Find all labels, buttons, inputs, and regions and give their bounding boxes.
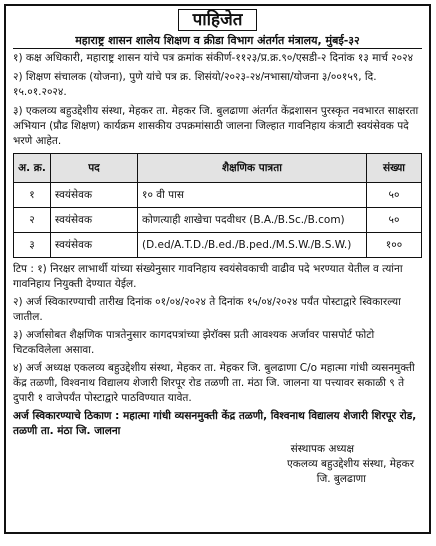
table-row (14, 233, 422, 258)
reference-1: १) कक्ष अधिकारी, महाराष्ट्र शासन यांचे पत्र क्रमांक संकीर्ण-११२३/प्र.क्र.९०/एसडी-२ दिनांक १३ मार्च २०२४ (13, 52, 414, 64)
row-post: स्वयंसेवक (51, 183, 138, 208)
row-post: स्वयंसेवक (51, 208, 138, 233)
header-count: संख्या (367, 154, 422, 183)
signature-block (13, 442, 422, 487)
advertisement (4, 4, 431, 534)
note-1: टिप : १) निरक्षर लाभार्थी यांच्या संख्येनुसार गावनिहाय स्वयंसेवकाची वाढीव पदे भरण्यात येतील व त्यांना गावनिहाय नियुक्ती देण्यात येईल. (13, 263, 403, 290)
page-title: पाहिजेत (178, 9, 258, 31)
subtitle: महाराष्ट्र शासन शालेय शिक्षण व क्रीडा विभाग अंतर्गत मंत्रालय, मुंबई-३२ (13, 33, 422, 49)
title-row (13, 9, 422, 31)
application-address: अर्ज स्विकारण्याचे ठिकाण : महात्मा गांधी व्यसनमुक्ती केंद्र तळणी, विश्वनाथ विद्यालय शेजारी शिरपूर रोड, तळणी ता. मंठा जि. जालना (13, 410, 417, 437)
row-qualification: कोणत्याही शाखेचा पदवीधर (B.A./B.Sc./B.com) (138, 208, 367, 233)
header-qualification: शैक्षणिक पात्रता (138, 154, 367, 183)
row-qualification: १० वी पास (138, 183, 367, 208)
table-header-row (14, 154, 422, 183)
row-serial: ३ (14, 233, 51, 258)
row-serial: २ (14, 208, 51, 233)
table-row (14, 183, 422, 208)
row-post: स्वयंसेवक (51, 233, 138, 258)
row-qualification: (D.ed/A.T.D./B.ed./B.ped./M.S.W./B.S.W.) (138, 233, 367, 258)
notes (13, 262, 422, 406)
note-3: ३) अर्जासोबत शैक्षणिक पात्रतेनुसार कागदपत्रांच्या झेरॉक्स प्रती आवश्यक अर्जावर पासपोर्ट फोटो चिटकविलेला असावा. (13, 329, 375, 356)
reference-2: २) शिक्षण संचालक (योजना), पुणे यांचे पत्र क्र. शिसंयो/२०२३-२४/नभासा/योजना ३/००१५९, दि. १५.०१.२०२४. (13, 71, 377, 98)
posts-table (13, 153, 422, 258)
signature-organization: एकलव्य बहुउद्देशीय संस्था, मेहकर (287, 458, 414, 470)
signature-designation: संस्थापक अध्यक्ष (290, 443, 354, 455)
note-2: २) अर्ज स्विकारण्याची तारीख दिनांक ०१/०४/२०२४ ते दिनांक १५/०४/२०२४ पर्यंत पोस्टाद्वारे स्विकारल्या जातील. (13, 296, 401, 323)
row-count: १०० (367, 233, 422, 258)
row-serial: १ (14, 183, 51, 208)
signature-district: जि. बुलढाणा (316, 473, 366, 485)
table-row (14, 208, 422, 233)
header-serial: अ. क्र. (14, 154, 51, 183)
note-4: ४) अर्ज अध्यक्ष एकलव्य बहुउद्देशीय संस्था, मेहकर ता. मेहकर जि. बुलढाणा C/o महात्मा गांधी व्यसनमुक्ती केंद्र तळणी, विश्वनाथ विद्यालय शेजारी शिरपूर रोड तळणी ता. मंठा जि. जालना या पत्त्यावर सकाळी ९ ते दुपारी १ वाजेपर्यंत पोस्टाद्वारे पाठविण्यात यावेत. (13, 362, 415, 404)
reference-3: ३) एकलव्य बहुउद्देशीय संस्था, मेहकर ता. मेहकर जि. बुलढाणा अंतर्गत केंद्रशासन पुरस्कृत नवभारत साक्षरता अभियान (प्रौढ शिक्षण) कार्यक्रम शासकीय उपक्रमांसाठी जालना जिल्हात गावनिहाय कंत्राटी स्वयंसेवक पदे भरणे आहेत. (13, 105, 419, 147)
row-count: ५० (367, 208, 422, 233)
header-post: पद (51, 154, 138, 183)
row-count: ५० (367, 183, 422, 208)
references (13, 51, 422, 149)
